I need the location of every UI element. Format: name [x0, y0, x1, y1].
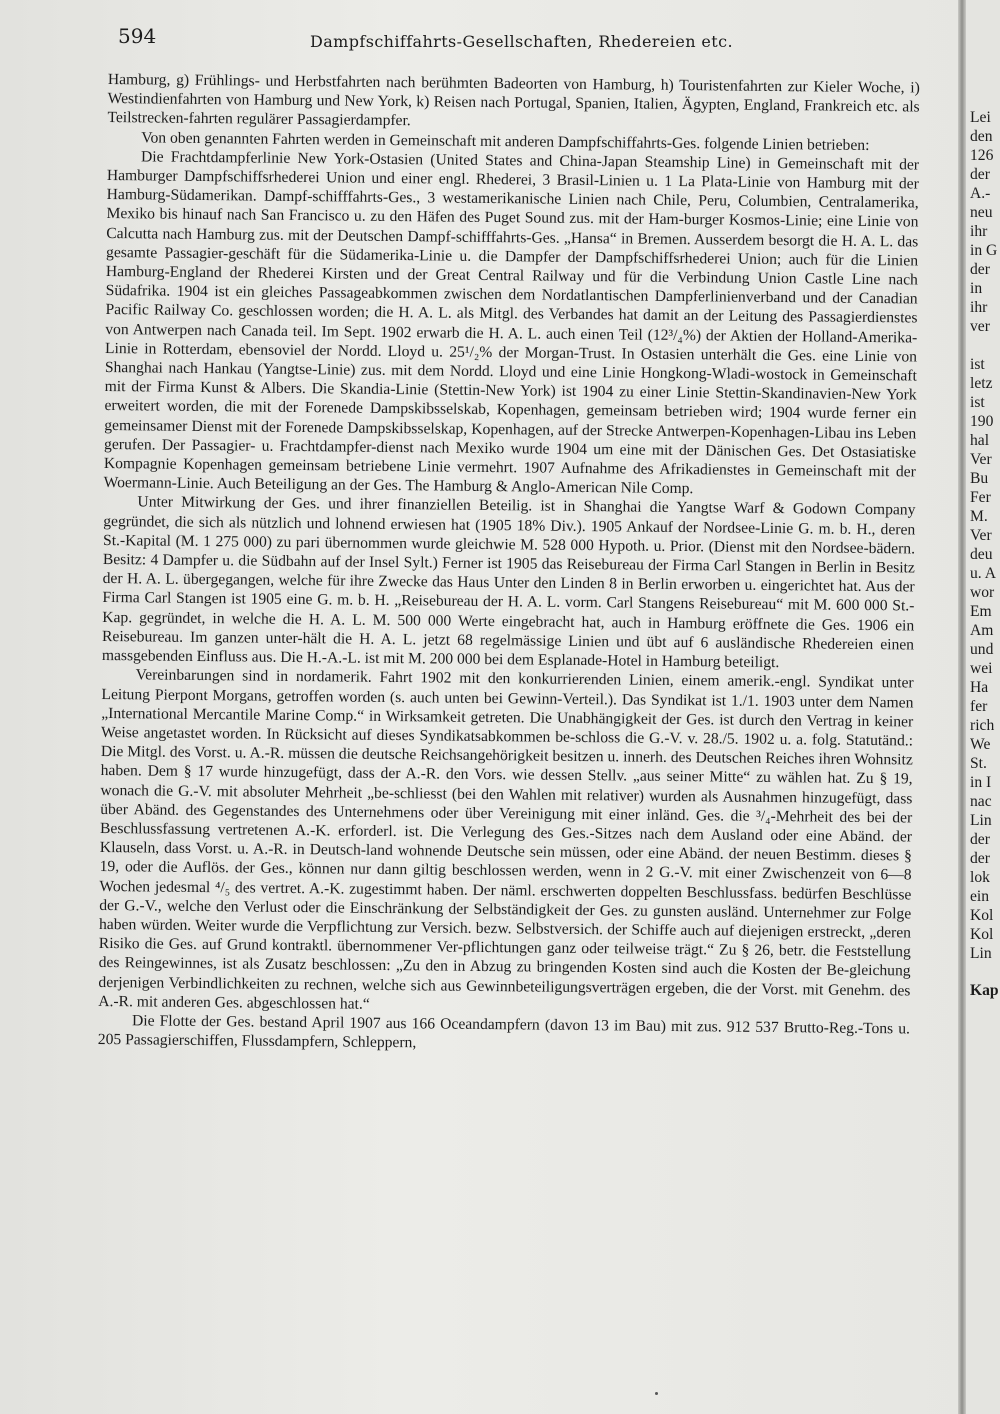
paragraph: Vereinbarungen sind in nordamerik. Fahrt 1902 mit den konkurrierenden Linien, einem amerik.-engl. Syndikat unter Leitung Pierpont Morgans, getroffen worden (s. auch unten bei Gewinn-Verteil.). Das Syndikat ist 1./1. 1903 unter dem Namen „International Mercantile Marine Comp.“ in Wirksamkeit getreten. Die Unabhängigkeit der Ges. ist durch den Vertrag in keiner Weise angetastet worden. In Rücksicht auf dieses Syndikatsabkommen be-schloss die G.-V. v. 28./5. 1902 u. a. folg. Statutänd.: Die Mitgl. des Vorst. u. A.-R. müssen die deutsche Reichsangehörigkeit besitzen u. innerh. des Deutschen Reiches ihren Wohnsitz haben. Dem § 17 wurde hinzugefügt, dass der A.-R. den Vors. wie dessen Stellv. „aus seiner Mitte“ zu wählen hat. Zu § 19, wonach die G.-V. mit absoluter Mehrheit „be-schliesst (bei den Wahlen mit relativer) wurden als Ausnahmen hinzugefügt, dass über Abänd. des Gegenstandes des Unternehmens oder über Vereinigung mit einer inländ. Ges. die ³/₄-Mehrheit des bei der Beschlussfassung vertretenen A.-K. erforderl. ist. Die Verlegung des Ges.-Sitzes nach dem Ausland oder eine Abänd. der Klauseln, dass Vorst. u. A.-R. in Deutsch-land wohnende Deutsche sein müssen, oder eine Abänd. der neuen Bestimm. dieses § 19, oder die Auflös. der Ges., können nur dann giltig beschlossen werden, wenn in 2 G.-V. mit einer Zwischenzeit von 6—8 Wochen jedesmal ⁴/₅ des vertret. A.-K. zugestimmt haben. Der näml. erschwerten doppelten Beschlussfass. bedürfen Beschlüsse der G.-V., welche den Verlust oder die Einschränkung der Selbständigkeit der Ges. zu gunsten ausländ. Unternehmer zur Folge haben würden. Weiter wurde die Verpflichtung zur Versich. bezw. Selbstversich. der Schiffe auch auf diejenigen erstreckt, „deren Risiko die Ges. auf Grund kontraktl. übernommener Ver-pflichtungen ganz oder teilweise trägt.“ Zu § 26, betr. die Feststellung des Reingewinnes, ist als Zusatz beschlossen: „Zu den in Abzug zu bringenden Kosten sind auch die Kosten der Be-gleichung derjenigen Verbindlichkeiten zu rechnen, welche sich aus Gewinnbeteiligungsverträgen ergeben, die der Vorst. mit Genehm. des A.-R. mit anderen Ges. abgeschlossen hat.“	[98, 666, 914, 1013]
facing-page-fragment: Fer	[970, 489, 991, 506]
running-header: Dampfschiffahrts-Gesellschaften, Rhedereien etc.	[310, 32, 733, 51]
paragraph: Die Frachtdampferlinie New York-Ostasien (United States and China-Japan Steamship Line) in Gemeinschaft mit der Hamburger Dampfschiffsrhederei Union und einer engl. Rhederei, 3 Brasil-Linien u. 1 La Plata-Linie von Hamburg mit der Hamburg-Südamerikan. Dampf-schifffahrts-Ges., 3 westamerikanische Linien nach Chile, Peru, Columbien, Centralamerika, Mexiko bis hinauf nach San Francisco u. zu den Häfen des Puget Sound zus. mit der Ham-burger Kosmos-Linie; eine Linie von Calcutta nach Hamburg zus. mit der Deutschen Dampf-schifffahrts-Ges. „Hansa“ in Bremen. Ausserdem besorgt die H. A. L. das gesamte Passagier-geschäft für die Südamerika-Linie u. die Dampfer der Dampfschiffsrhederei Union; auch für die Linien Hamburg-England der Rhederei Kirsten und der Great Central Railway und für die Verbindung Union Castle Line nach Südafrika. 1904 ist ein gleiches Passageabkommen zwischen dem Nordatlantischen Dampferlinienverband und der Canadian Pacific Railway Co. geschlossen worden; die H. A. L. als Mitgl. des Verbandes hat damit an der Leitung des Passagierdienstes von Antwerpen nach Canada teil. Im Sept. 1902 erwarb die H. A. L. auch einen Teil (12³/₄%) der Aktien der Holland-Amerika-Linie in Rotterdam, ebensoviel der Nordd. Lloyd u. 25¹/₂% der Morgan-Trust. In Ostasien unterhält die Ges. eine Linie von Shanghai nach Hankau (Yangtse-Linie) zus. mit dem Nordd. Lloyd und eine Linie Hongkong-Wladi-wostock in Gemeinschaft mit der Firma Kunst & Albers. Die Skandia-Linie (Stettin-New York) ist 1904 zu einer Linie Stettin-Skandinavien-New York erweitert worden, die mit der Forenede Dampskibsselskab, Kopenhagen, gemeinsam betrieben wird; 1904 wurde ferner ein gemeinsamer Dienst mit der Forenede Dampskibsselskap, Kopenhagen, auf der Strecke Antwerpen-Kopenhagen-Libau ins Leben gerufen. Der Passagier- u. Frachtdampfer-dienst nach Mexiko wurde 1904 um eine mit der Dänischen Ges. Det Ostasiatiske Kompagnie Kopenhagen gemeinsam betriebene Linie vermehrt. 1907 Aufnahme des Afrikadienstes in Gemeinschaft mit der Woermann-Linie. Auch Beteiligung an der Ges. The Hamburg & Anglo-American Nile Comp.	[103, 148, 920, 498]
facing-page-fragment: neu	[970, 204, 993, 221]
paragraph: Von oben genannten Fahrten werden in Gemeinschaft mit anderen Dampfschiffahrts-Ges. folgende Linien betrieben:	[141, 128, 870, 154]
paragraph: Unter Mitwirkung der Ges. und ihrer finanziellen Beteilig. ist in Shanghai die Yangtse Warf & Godown Company gegründet, die sich als nützlich und lohnend erwiesen hat (1905 18% Div.). 1905 Ankauf der Nordsee-Linie G. m. b. H., deren St.-Kapital (M. 1 275 000) zu pari übernommen wurde gleichwie M. 528 000 Hypoth. u. Prior. (Dienst mit den Nordsee-bädern. Besitz: 4 Dampfer u. die Südbahn auf der Insel Sylt.) Ferner ist 1905 das Reisebureau der Firma Carl Stangen in Berlin in Besitz der H. A. L. übergegangen, welche für ihre Zwecke das Haus Unter den Linden 8 in Berlin erworben u. eingerichtet hat. Aus der Firma Carl Stangen ist 1905 eine G. m. b. H. „Reisebureau der H. A. L. vorm. Carl Stangens Reisebureau“ mit M. 600 000 St.-Kap. gegründet, in welche die H. A. L. M. 500 000 Werte eingebracht hat, auch in Hamburg eröffnete die Ges. 1906 ein Reisebureau. Im ganzen unter-hält die H. A. L. jetzt 68 regelmässige Linien und übt auf 6 ausländische Rhedereien einen massgebenden Einfluss aus. Die H.-A.-L. ist mit M. 200 000 bei dem Esplanade-Hotel in Hamburg beteiligt.	[101, 493, 916, 672]
facing-page-fragment: wor	[970, 584, 995, 601]
facing-page-fragment: nac	[970, 793, 992, 810]
facing-page-fragment: ein	[970, 888, 990, 905]
facing-page-fragment: We	[970, 736, 991, 753]
facing-page-fragment: und	[970, 641, 994, 658]
facing-page-fragment: ihr	[970, 299, 988, 316]
facing-page-fragment: wei	[970, 660, 993, 677]
facing-page-fragment: Kol	[970, 926, 994, 943]
facing-page-fragment: Kap	[970, 982, 999, 999]
facing-page-fragment: u. A	[970, 565, 996, 582]
facing-page-fragment: fer	[970, 698, 988, 715]
facing-page-fragment: Kol	[970, 907, 994, 924]
facing-page-fragment: in G	[970, 242, 998, 259]
facing-page-fragment: Lin	[970, 945, 992, 962]
facing-page-fragment: deu	[970, 546, 993, 563]
facing-page-fragment: den	[970, 128, 993, 145]
facing-page-fragment: in I	[970, 774, 992, 791]
facing-page-fragment: rich	[970, 717, 995, 734]
facing-page-fragment: Ver	[970, 527, 992, 544]
facing-page-fragment: A.-	[970, 185, 991, 202]
facing-page-fragment: 126	[970, 147, 994, 164]
facing-page-fragment: Lin	[970, 812, 992, 829]
facing-page-fragment: ihr	[970, 223, 988, 240]
facing-page-fragment: der	[970, 166, 990, 183]
facing-page-fragment: in	[970, 280, 983, 297]
facing-page-fragment: ver	[970, 318, 990, 335]
facing-page-fragment: der	[970, 831, 990, 848]
print-speck	[655, 1392, 658, 1395]
facing-page-fragment: Am	[970, 622, 994, 639]
facing-page-fragment: Em	[970, 603, 992, 620]
book-gutter	[958, 0, 966, 1414]
page-number: 594	[118, 24, 157, 48]
facing-page-edge	[966, 0, 1000, 1414]
facing-page-fragment: ist	[970, 356, 985, 373]
facing-page-fragment: 190	[970, 413, 994, 430]
facing-page-fragment: hal	[970, 432, 990, 449]
body-text	[98, 70, 920, 1058]
facing-page-fragment: letz	[970, 375, 993, 392]
facing-page-fragment: der	[970, 261, 990, 278]
facing-page-fragment: St.	[970, 755, 987, 772]
facing-page-fragment: der	[970, 850, 990, 867]
facing-page-fragment: M.	[970, 508, 988, 525]
paragraph: Die Flotte der Ges. bestand April 1907 aus 166 Oceandampfern (davon 13 im Bau) mit zus. 912 537 Brutto-Reg.-Tons u. 205 Passagierschiffen, Flussdampfern, Schleppern,	[97, 1012, 911, 1052]
facing-page-fragment: ist	[970, 394, 985, 411]
facing-page-fragment: Ha	[970, 679, 989, 696]
facing-page-fragment: Lei	[970, 109, 991, 126]
paragraph: Hamburg, g) Frühlings- und Herbstfahrten nach berühmten Badeorten von Hamburg, h) Touristenfahrten zur Kieler Woche, i) Westindienfahrten von Hamburg und New York, k) Reisen nach Portugal, Spanien, Italien, Ägypten, England, Frankreich etc. als Teilstrecken-fahrten regulärer Passagierdampfer.	[107, 70, 920, 130]
facing-page-fragment: Ver	[970, 451, 992, 468]
facing-page-fragment: Bu	[970, 470, 989, 487]
facing-page-fragment: lok	[970, 869, 990, 886]
